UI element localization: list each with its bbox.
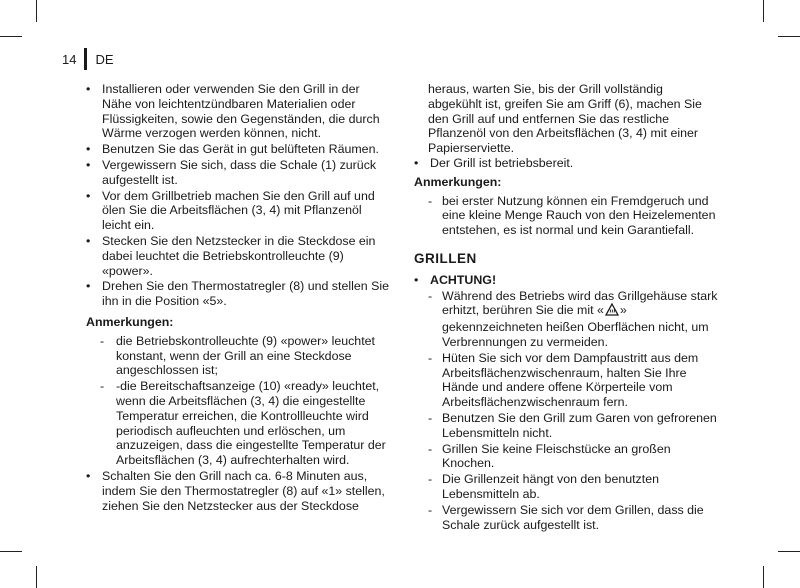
right-notes-list — [414, 194, 720, 238]
crop-mark-top-right — [763, 0, 764, 22]
list-item: • Drehen Sie den Thermostatregler (8) und stellen Sie ihn in die Position «5». — [86, 279, 392, 309]
warning-text-after: » gekennzeichneten heißen Oberflächen nicht, um Verbrennungen zu vermeiden. — [442, 303, 709, 349]
hot-surface-warning-icon — [605, 303, 619, 320]
warning-sublist — [414, 289, 720, 533]
list-item: - Hüten Sie sich vor dem Dampfaustritt aus dem Arbeitsflächenzwischenraum, halten Sie Ihre Hände und andere offene Körperteile vom Arbeitsflächenzwischenraum fern. — [414, 351, 720, 410]
left-notes-list — [86, 334, 392, 468]
list-item: - -die Bereitschaftsanzeige (10) «ready» leuchtet, wenn die Arbeitsflächen (3, 4) die eingestellte Temperatur erreichen, die Kontrollleuchte wird periodisch aufleuchten und erlöschen, um anzuzeigen, dass die eingestellte Temperatur der Arbeitsflächen (3, 4) aufrechterhalten wird. — [86, 379, 392, 468]
crop-mark-top-left-h — [0, 36, 22, 37]
list-item: - Grillen Sie keine Fleischstücke an großen Knochen. — [414, 442, 720, 472]
list-item: • Benutzen Sie das Gerät in gut belüfteten Räumen. — [86, 142, 392, 157]
list-item: • Vergewissern Sie sich, dass die Schale (1) zurück aufgestellt ist. — [86, 158, 392, 188]
list-item: • Der Grill ist betriebsbereit. — [414, 156, 720, 171]
warning-list — [414, 273, 720, 288]
crop-mark-top-right-h — [778, 36, 800, 37]
list-item: • Vor dem Grillbetrieb machen Sie den Grill auf und ölen Sie die Arbeitsflächen (3, 4) mit Pflanzenöl leicht ein. — [86, 189, 392, 233]
crop-mark-bottom-left — [36, 566, 37, 588]
list-item: • Stecken Sie den Netzstecker in die Steckdose ein dabei leuchtet die Betriebskontrolleuchte (9) «power». — [86, 234, 392, 278]
continued-paragraph: heraus, warten Sie, bis der Grill vollständig abgekühlt ist, greifen Sie am Griff (6), machen Sie den Grill auf und entfernen Sie das restliche Pflanzenöl von den Arbeitsflächen (3, 4) mit einer Papierserviette. — [428, 82, 702, 156]
list-item: - bei erster Nutzung können ein Fremdgeruch und eine kleine Menge Rauch von den Heizelementen entstehen, es ist normal und kein Garantiefall. — [414, 194, 720, 238]
left-column — [86, 82, 392, 514]
crop-mark-bottom-right — [763, 566, 764, 588]
right-column — [414, 82, 720, 533]
right-notes-heading: Anmerkungen: — [414, 174, 502, 189]
page-header — [62, 48, 114, 70]
list-item: - Die Grillenzeit hängt von den benutzten Lebensmitteln ab. — [414, 472, 720, 502]
page-number: 14 — [62, 51, 77, 67]
left-bullets-top — [86, 82, 392, 309]
crop-mark-bottom-right-h — [778, 551, 800, 552]
right-ready-list — [414, 156, 720, 171]
list-item: - die Betriebskontrolleuchte (9) «power» leuchtet konstant, wenn der Grill an eine Steckdose angeschlossen ist; — [86, 334, 392, 378]
section-title: GRILLEN — [414, 250, 477, 266]
left-bullets-bottom — [86, 469, 392, 513]
crop-mark-top-left — [36, 0, 37, 22]
list-item — [414, 289, 720, 350]
header-separator — [84, 48, 87, 70]
crop-mark-bottom-left-h — [0, 551, 22, 552]
warning-label: ACHTUNG! — [430, 272, 497, 287]
left-notes-heading: Anmerkungen: — [86, 314, 174, 329]
list-item: - Benutzen Sie den Grill zum Garen von gefrorenen Lebensmitteln nicht. — [414, 411, 720, 441]
list-item: • Installieren oder verwenden Sie den Grill in der Nähe von leichtentzündbaren Materialien oder Flüssigkeiten, sowie den Gegenständen, die durch Wärme verzogen werden können, nicht. — [86, 82, 392, 141]
language-code: DE — [95, 51, 114, 67]
warning-text-before: Während des Betriebs wird das Grillgehäuse stark erhitzt, berühren Sie die mit « — [442, 288, 718, 318]
list-item: • Schalten Sie den Grill nach ca. 6-8 Minuten aus, indem Sie den Thermostatregler (8) auf «1» stellen, ziehen Sie den Netzstecker aus der Steckdose — [86, 469, 392, 513]
warning-item — [414, 273, 720, 288]
list-item: - Vergewissern Sie sich vor dem Grillen, dass die Schale zurück aufgestellt ist. — [414, 503, 720, 533]
